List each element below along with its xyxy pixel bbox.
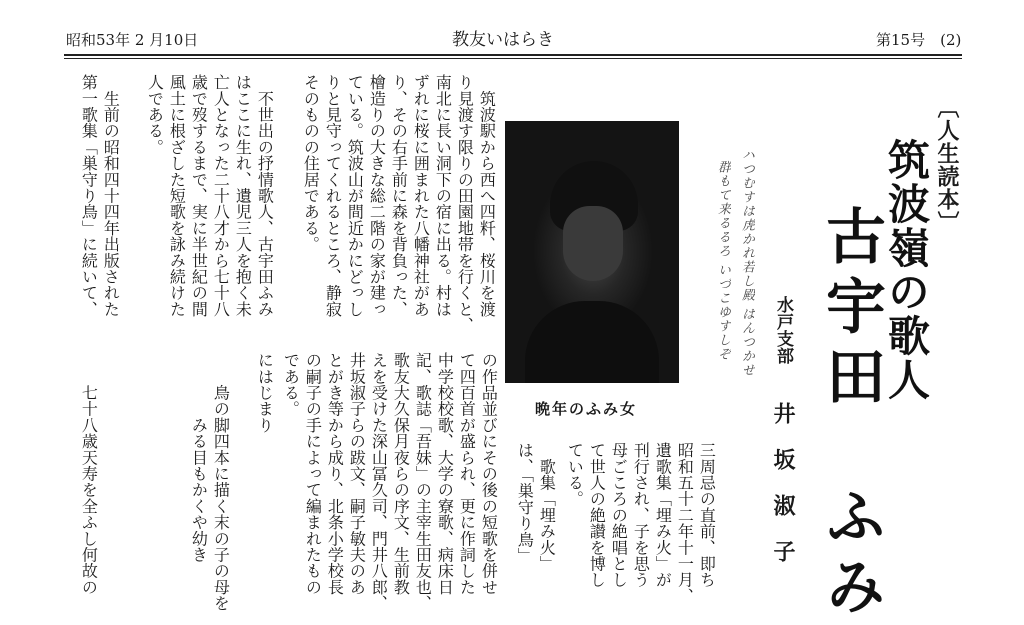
issue-date: 昭和53年 2 月10日 bbox=[66, 31, 199, 49]
header-rule-thin bbox=[64, 58, 962, 59]
body-column: 不世出の抒情歌人、古宇田ふみ bbox=[255, 74, 275, 317]
body-column: 歳で歿するまで、実に半世紀の間 bbox=[189, 74, 209, 317]
body-column: 井坂淑子らの跋文、嗣子敏夫のあ bbox=[347, 352, 367, 595]
byline-author: 井坂淑子 bbox=[770, 402, 795, 586]
newspaper-name: 教友いはらき bbox=[452, 30, 554, 50]
header-rule bbox=[64, 54, 962, 56]
body-column: 人である。 bbox=[145, 74, 165, 155]
body-column: 三周忌の直前、即ち bbox=[697, 442, 717, 588]
body-column: はここに生れ、遺児三人を抱く未 bbox=[233, 74, 253, 317]
body-column: ている。筑波山が間近かにどっし bbox=[345, 74, 365, 317]
body-column: 記、歌誌「吾妹」の主宰生田友也、 bbox=[413, 352, 433, 612]
poem-line: みる目もかくや幼き bbox=[189, 352, 209, 563]
body-column: 歌友大久保月夜らの序文、生前教 bbox=[391, 352, 411, 595]
body-column: そのものの住居である。 bbox=[301, 74, 321, 253]
issue-number: 第15号 (2) bbox=[876, 31, 962, 49]
body-column: 南北に長い洞下の宿に出る。村は bbox=[433, 74, 453, 317]
body-column: り見渡す限りの田園地帯を行くと、 bbox=[455, 74, 475, 334]
portrait-photo bbox=[505, 121, 679, 383]
body-column: て四百首が盛られ、更に作詞した bbox=[457, 352, 477, 595]
body-column: 昭和五十二年十一月、 bbox=[675, 442, 695, 604]
body-column: 第一歌集「巣守り鳥」に続いて、 bbox=[79, 74, 99, 317]
body-column: 母ごころの絶唱とし bbox=[609, 442, 629, 588]
article-title-line1: 筑波嶺の歌人 bbox=[882, 138, 931, 402]
body-column: とがき等から成り、北条小学校長 bbox=[325, 352, 345, 595]
body-column: 亡人となった二十八才から七十八 bbox=[211, 74, 231, 317]
body-column: えを受けた深山冨久司、門井八郎、 bbox=[369, 352, 389, 612]
photo-face bbox=[563, 206, 623, 281]
handwritten-poem-line: 群もて来るるろ いづこゆすしぞ bbox=[715, 160, 730, 362]
body-column: は、「巣守り鳥」 bbox=[515, 442, 535, 564]
body-column: である。 bbox=[281, 352, 301, 417]
body-column: の嗣子の手によって編まれたもの bbox=[303, 352, 323, 595]
series-label: 〔人生読本〕 bbox=[934, 96, 959, 234]
body-column: 生前の昭和四十四年出版された bbox=[101, 74, 121, 317]
body-column: ずれに桜に囲まれた八幡神社があ bbox=[411, 74, 431, 317]
body-column: 刊行され、子を思う bbox=[631, 442, 651, 588]
photo-caption: 晩年のふみ女 bbox=[535, 400, 638, 418]
photo-body bbox=[525, 301, 659, 383]
body-column: 檜造りの大きな総二階の家が建っ bbox=[367, 74, 387, 317]
body-column: て世人の絶讃を博し bbox=[587, 442, 607, 588]
body-column: 中学校校歌、大学の寮歌、病床日 bbox=[435, 352, 455, 595]
poem-line: 鳥の脚四本に描く末の子の母を bbox=[211, 352, 231, 612]
body-column: の作品並びにその後の短歌を併せ bbox=[479, 352, 499, 595]
body-column: り、その右手前に森を背負った、 bbox=[389, 74, 409, 317]
byline-branch: 水戸支部 bbox=[773, 296, 793, 364]
body-column: ている。 bbox=[565, 442, 585, 507]
body-column: りと見守ってくれるところ、静寂 bbox=[323, 74, 343, 317]
body-column: 歌集「埋み火」 bbox=[537, 442, 557, 572]
body-column: 筑波駅から西へ四粁、桜川を渡 bbox=[477, 74, 497, 317]
body-column: 遺歌集「埋み火」が bbox=[653, 442, 673, 588]
poem-line: 七十八歳天寿を全ふし何故の bbox=[79, 352, 99, 595]
body-column: にはじまり bbox=[255, 352, 275, 433]
article-title-line2: 古宇田 ふみ bbox=[816, 205, 886, 625]
handwritten-poem-line: ハつむすは虎かれ若し殿 はんつかせ bbox=[739, 148, 754, 378]
body-column: 風土に根ざした短歌を詠み続けた bbox=[167, 74, 187, 317]
